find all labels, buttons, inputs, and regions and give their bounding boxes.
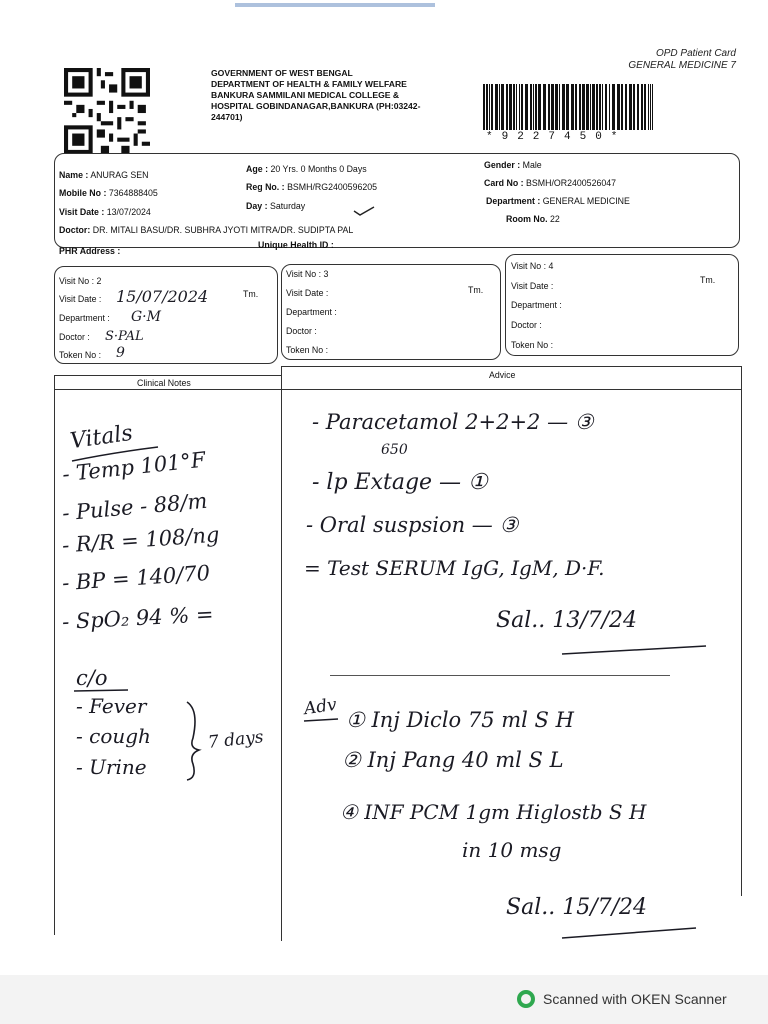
clinical-notes-heading: Clinical Notes xyxy=(137,378,191,388)
card-title: OPD Patient Card xyxy=(655,48,736,59)
reg-row: Reg No. : BSMH/RG2400596205 xyxy=(246,182,378,192)
visit-date-handwritten: 15/07/2024 xyxy=(116,287,209,306)
visit-time-label: Tm. xyxy=(468,285,484,295)
visit-time-label: Tm. xyxy=(700,275,716,285)
advice-line-1-dose: 650 xyxy=(381,442,408,458)
visit-dept-label: Department : xyxy=(286,307,337,317)
card-row: Card No : BSMH/OR2400526047 xyxy=(484,178,617,188)
visit-no: 4 xyxy=(548,261,554,271)
org-line: GOVERNMENT OF WEST BENGAL xyxy=(211,68,353,78)
visit-no: 3 xyxy=(323,269,329,279)
qr-code-icon xyxy=(64,68,150,154)
visit-dept-label: Department : xyxy=(511,300,562,310)
frame-top-left xyxy=(54,375,282,376)
advice-line-1: - Paracetamol 2+2+2 — ③ xyxy=(312,410,594,434)
oken-logo-icon xyxy=(517,990,535,1008)
vital-spo2: - SpO₂ 94 % = xyxy=(61,602,215,634)
visit-token-handwritten: 9 xyxy=(116,345,125,361)
visit-dept-handwritten: G·M xyxy=(131,309,161,325)
vital-temp: - Temp 101°F xyxy=(61,447,207,487)
visit-token-label: Token No : xyxy=(59,350,102,360)
visit-time-label: Tm. xyxy=(243,289,259,299)
room-row: Room No. 22 xyxy=(506,214,560,224)
org-line: 244701) xyxy=(211,112,243,122)
visit-no-row: Visit No : 2 xyxy=(59,276,102,286)
visit-date-label: Visit Date : xyxy=(59,294,102,304)
advice-line-4: = Test SERUM IgG, IgM, D·F. xyxy=(304,556,605,580)
visit-token-label: Token No : xyxy=(511,340,554,350)
visit-doctor-label: Doctor : xyxy=(59,332,90,342)
name-row: Name : ANURAG SEN xyxy=(59,170,149,180)
gender-row: Gender : Male xyxy=(484,160,542,170)
age-row: Age : 20 Yrs. 0 Months 0 Days xyxy=(246,164,367,174)
frame-left xyxy=(54,375,55,935)
signature-1: Sal.. 13/7/24 xyxy=(496,608,638,633)
frame-divider xyxy=(281,366,282,941)
advice-line-2: - lp Extage — ① xyxy=(312,470,488,495)
patient-department: GENERAL MEDICINE xyxy=(542,196,630,206)
patient-reg: BSMH/RG2400596205 xyxy=(287,182,378,192)
visit-doctor-label: Doctor : xyxy=(511,320,542,330)
signature-2-underline xyxy=(560,926,700,942)
complaint-duration: 7 days xyxy=(207,727,265,753)
patient-gender: Male xyxy=(522,160,542,170)
org-line: DEPARTMENT OF HEALTH & FAMILY WELFARE xyxy=(211,79,407,89)
signature-1-underline xyxy=(560,644,710,658)
visit-doctor-label: Doctor : xyxy=(286,326,317,336)
org-line: HOSPITAL GOBINDANAGAR,BANKURA (PH:03242- xyxy=(211,101,421,111)
org-line: BANKURA SAMMILANI MEDICAL COLLEGE & xyxy=(211,90,400,100)
tick-mark-icon xyxy=(353,205,375,217)
patient-age: 20 Yrs. 0 Months 0 Days xyxy=(270,164,367,174)
vital-rr: - R/R = 108/ng xyxy=(61,522,221,558)
complaints-heading: c/o xyxy=(76,666,108,690)
adv-label: Adv xyxy=(302,694,338,720)
adv-line-4: in 10 msg xyxy=(462,838,562,862)
patient-doctor: DR. MITALI BASU/DR. SUBHRA JYOTI MITRA/DR. SUDIPTA PAL xyxy=(92,225,354,235)
barcode-number: *9227450* xyxy=(486,131,627,143)
patient-room: 22 xyxy=(550,214,560,224)
visit-date-label: Visit Date : xyxy=(286,288,329,298)
complaint-fever: - Fever xyxy=(76,694,147,718)
adv-underline xyxy=(302,718,342,724)
mobile-row: Mobile No : 7364888405 xyxy=(59,188,158,198)
visit-doctor-handwritten: S·PAL xyxy=(105,329,144,344)
patient-card: BSMH/OR2400526047 xyxy=(526,178,617,188)
hospital-header xyxy=(211,68,461,123)
barcode-icon xyxy=(483,84,655,132)
adv-line-2: ② Inj Pang 40 ml S L xyxy=(342,748,564,772)
scanner-text: Scanned with OKEN Scanner xyxy=(543,991,727,1007)
visit-no-row: Visit No : 4 xyxy=(511,261,554,271)
day-row: Day : Saturday xyxy=(246,201,306,211)
frame-right xyxy=(741,366,742,896)
department-row: Department : GENERAL MEDICINE xyxy=(486,196,630,206)
complaint-urine: - Urine xyxy=(76,755,147,779)
adv-line-1: ① Inj Diclo 75 ml S H xyxy=(346,708,574,732)
visit-date-label: Visit Date : xyxy=(511,281,554,291)
patient-name: ANURAG SEN xyxy=(90,170,149,180)
advice-separator xyxy=(330,675,670,676)
frame-header-underline xyxy=(54,389,742,390)
uhid-row: Unique Health ID : xyxy=(258,240,334,250)
complaint-cough: - cough xyxy=(76,724,151,748)
card-title-block xyxy=(628,48,736,72)
frame-top-right xyxy=(282,366,742,367)
scan-edge-stripe xyxy=(235,3,435,7)
vital-bp: - BP = 140/70 xyxy=(61,560,211,596)
phr-row: PHR Address : xyxy=(59,246,121,256)
scanner-watermark xyxy=(517,990,727,1008)
advice-line-3: - Oral suspsion — ③ xyxy=(306,513,519,537)
advice-heading: Advice xyxy=(489,370,516,380)
visit-no: 2 xyxy=(96,276,102,286)
doctor-row: Doctor: DR. MITALI BASU/DR. SUBHRA JYOTI MITRA/DR. SUDIPTA PAL xyxy=(59,225,354,235)
adv-line-3: ④ INF PCM 1gm Higlostb S H xyxy=(340,800,647,824)
signature-2: Sal.. 15/7/24 xyxy=(506,895,648,920)
patient-mobile: 7364888405 xyxy=(108,188,158,198)
visit-token-label: Token No : xyxy=(286,345,329,355)
patient-visit-date: 13/07/2024 xyxy=(106,207,151,217)
vitals-heading: Vitals xyxy=(68,420,135,455)
vital-pulse: - Pulse - 88/m xyxy=(61,488,209,526)
visit-dept-label: Department : xyxy=(59,313,110,323)
visit-date-row: Visit Date : 13/07/2024 xyxy=(59,207,151,217)
card-department: GENERAL MEDICINE 7 xyxy=(628,60,736,71)
visit-no-row: Visit No : 3 xyxy=(286,269,329,279)
complaints-brace xyxy=(183,700,205,782)
patient-day: Saturday xyxy=(269,201,306,211)
